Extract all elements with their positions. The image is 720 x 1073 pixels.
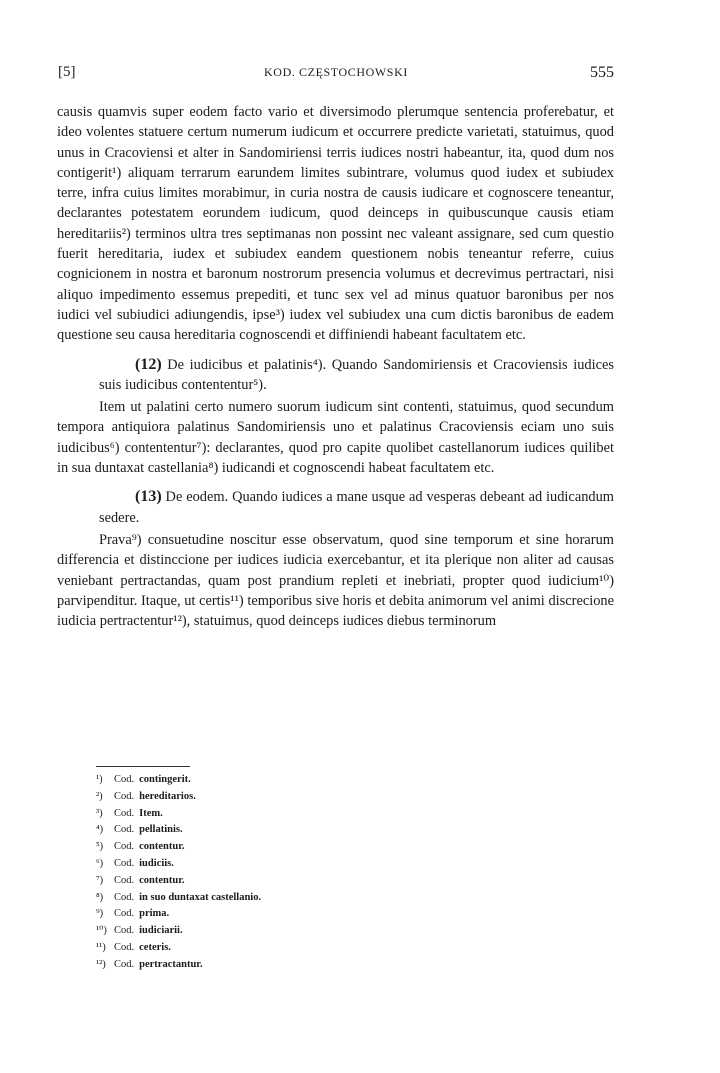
running-title: KOD. CZĘSTOCHOWSKI bbox=[264, 65, 408, 79]
paragraph-13: Prava⁹) consuetudine noscitur esse observatum, quod sine temporum et sine horarum differencia et distinccione per iudices iudicia exercebantur, et ita plerique non aliter ad causas veniebant pertractandas, quam post prandium repleti et inebriati, propter quod iudicium¹⁰) parvipenditur. Itaque, ut certis¹¹) temporibus sive horis et debita animorum vel animi discrecione iudicia pertractentur¹²), statuimus, quod deinceps iudices diebus terminorum bbox=[57, 531, 614, 630]
section-number-12: (12) bbox=[135, 355, 162, 373]
section-title-13: De eodem. Quando iudices a mane usque ad vesperas debeant ad iudicandum sedere. bbox=[99, 489, 614, 526]
section-title-12: De iudicibus et palatinis⁴). Quando Sandomiriensis et Cracoviensis iudices suis iudicibus contententur⁵). bbox=[99, 356, 614, 393]
footnote: ⁸) Cod. in suo duntaxat castellanio. bbox=[96, 891, 262, 903]
section-heading-12 bbox=[99, 355, 614, 396]
section-number-13: (13) bbox=[135, 488, 162, 506]
footnote-divider bbox=[96, 766, 190, 767]
section-heading-13 bbox=[99, 487, 614, 528]
footnote: ⁴) Cod. pellatinis. bbox=[96, 824, 183, 836]
footnote: ⁶) Cod. iudiciis. bbox=[96, 857, 174, 869]
footnote: ²) Cod. hereditarios. bbox=[96, 790, 196, 802]
section-number: [5] bbox=[58, 64, 76, 80]
footnote: ¹⁰) Cod. iudiciarii. bbox=[96, 925, 183, 937]
paragraph-continuation: causis quamvis super eodem facto vario et diversimodo plerumque sentencia proferebatur, et ideo volentes statuere certum numerum iudicum et occurrere predicte varietati, statuimus, quod unus in Cracoviensi et alter in Sandomiriensi terris iudices nostri habeantur, ita, quod dum nos contigerit¹) aliquam terrarum earundem limites subintrare, volumus quod iudex et subiudex terre, infra cuius limites morabimur, in curia nostra de causis iudicare et cognoscere teneantur, declarantes potestatem eorundem iudicum, quod deinceps in quibuscunque causis etiam hereditariis²) terminos ultra tres septimanas non possint nec valeant assignare, sed cum questio fuerit hereditaria, iudex et subiudex eandem questionem nobis teneantur referre, cuius cognicionem in nostra et baronum nostrorum presencia volumus et decrevimus pertractari, nisi aliquo impedimento essemus prepediti, et tunc sex vel ad minus quatuor baronibus per nos iudici vel subiudici adiungendis, ipse³) iudex vel subiudex una cum dictis baronibus de eadem questione seu causa hereditaria cognoscendi et diffiniendi habeant facultatem etc. bbox=[57, 104, 614, 344]
footnote: ³) Cod. Item. bbox=[96, 807, 163, 819]
paragraph-12: Item ut palatini certo numero suorum iudicum sint contenti, statuimus, quod secundum tempora antiquiora palatinus Sandomiriensis uno et palatinus Cracoviensis eciam uno suis iudicibus⁶) contententur⁷): declarantes, quod pro capite quolibet castellanorum iudices quilibet in sua duntaxat castellania⁸) iudicandi et cognoscendi habeat facultatem etc. bbox=[57, 399, 614, 477]
page-header bbox=[58, 62, 614, 86]
main-text bbox=[57, 102, 614, 631]
footnote: ¹²) Cod. pertractantur. bbox=[96, 958, 203, 970]
footnotes bbox=[96, 772, 396, 974]
footnote: ¹¹) Cod. ceteris. bbox=[96, 941, 171, 953]
footnote: ⁵) Cod. contentur. bbox=[96, 841, 185, 853]
page-number: 555 bbox=[590, 64, 614, 81]
footnote: ¹) Cod. contingerit. bbox=[96, 774, 191, 785]
footnote: ⁹) Cod. prima. bbox=[96, 908, 170, 920]
footnote: ⁷) Cod. contentur. bbox=[96, 874, 185, 886]
